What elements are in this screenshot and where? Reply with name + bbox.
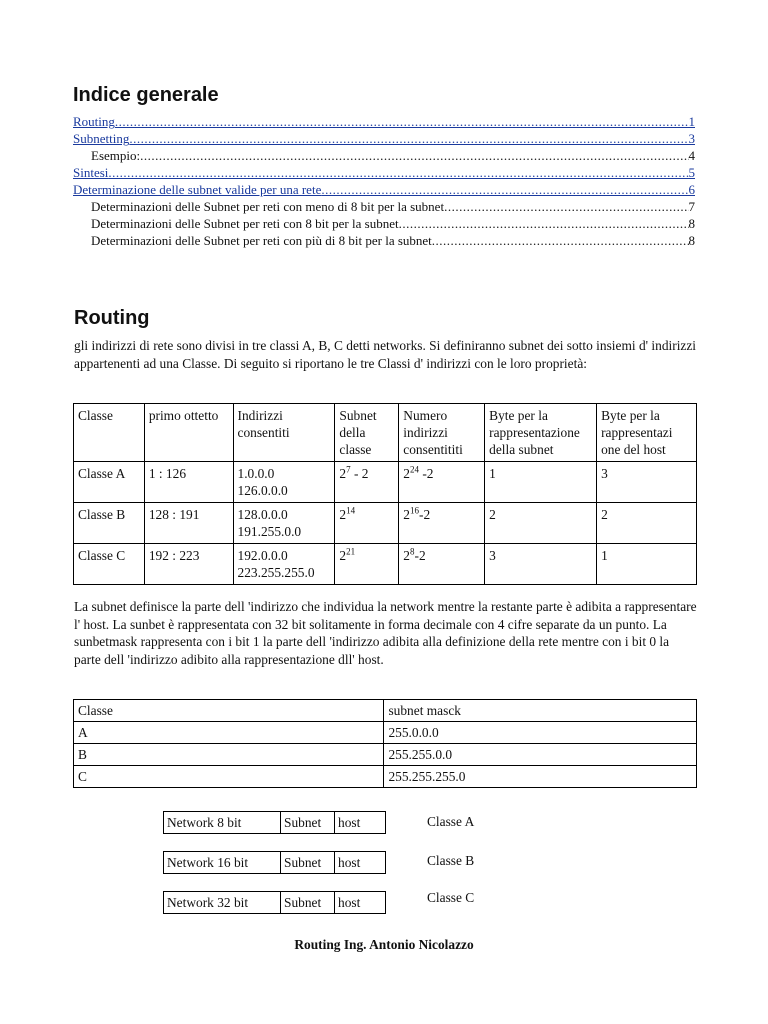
subnet-cell — [335, 462, 399, 503]
toc-entry-page: 1 — [688, 114, 695, 129]
header-cell: Indirizzi consentiti — [233, 404, 335, 462]
power-exponent: 21 — [346, 546, 356, 557]
byte-host-cell: 1 — [597, 544, 697, 585]
class-cell: A — [74, 722, 384, 744]
table-row — [74, 544, 697, 585]
byte-subnet-cell: 2 — [485, 503, 597, 544]
header-cell: Byte per la rappresentazi one del host — [597, 404, 697, 462]
header-cell: Numero indirizzi consentititi — [399, 404, 485, 462]
address-end: 223.255.255.0 — [237, 565, 315, 580]
class-cell: Classe C — [74, 544, 145, 585]
network-segment: Network 16 bit — [164, 852, 281, 874]
power-exponent: 16 — [409, 505, 419, 516]
mask-cell: 255.0.0.0 — [384, 722, 697, 744]
address-diagram-c — [163, 891, 386, 914]
power-base: 2 — [403, 466, 410, 481]
power-exponent: 24 — [409, 464, 419, 475]
byte-subnet-cell: 1 — [485, 462, 597, 503]
toc-entry-determinazione[interactable] — [73, 182, 695, 199]
table-header-row — [74, 404, 697, 462]
toc-entry-label: Sintesi — [73, 165, 109, 180]
toc-entry-subnetting[interactable] — [73, 131, 695, 148]
power-tail: - 2 — [350, 466, 369, 481]
toc-title: Indice generale — [73, 84, 219, 106]
toc-entry-page: 8 — [688, 233, 695, 248]
class-cell: Classe B — [74, 503, 145, 544]
toc-entry-label: Subnetting — [73, 131, 130, 146]
mask-cell: 255.255.255.0 — [384, 766, 697, 788]
host-segment: host — [335, 812, 386, 834]
class-cell: B — [74, 744, 384, 766]
subnet-segment: Subnet — [281, 852, 335, 874]
toc-entry-label: Determinazione delle subnet valide per una rete — [73, 182, 322, 197]
subnet-paragraph: La subnet definisce la parte dell 'indirizzo che individua la network mentre la restante parte è adibita a rappresentare l' host. La sunbet è rappresentata con 32 bit solitamente in forma decimale con 4 cifre separate da un punto. La sunbetmask rappresenta con i bit 1 la parte dell 'indirizzo adibita alla definizione della rete mentre con i bit 0 la parte dell 'indirizzo adibito alla rappresentazione dll' host. — [74, 599, 697, 667]
subnet-cell — [335, 503, 399, 544]
power-base: 2 — [403, 507, 410, 522]
page-footer: Routing Ing. Antonio Nicolazzo — [294, 937, 474, 952]
class-table — [73, 403, 697, 585]
header-cell: Classe — [74, 404, 145, 462]
toc-entry-page: 4 — [688, 148, 695, 163]
byte-subnet-cell: 3 — [485, 544, 597, 585]
diagram-row — [164, 812, 386, 834]
address-end: 126.0.0.0 — [237, 483, 288, 498]
octet-cell: 192 : 223 — [144, 544, 233, 585]
count-cell — [399, 503, 485, 544]
octet-cell: 1 : 126 — [144, 462, 233, 503]
subnet-segment: Subnet — [281, 812, 335, 834]
address-cell — [233, 544, 335, 585]
diagram-row — [164, 852, 386, 874]
network-segment: Network 32 bit — [164, 892, 281, 914]
address-cell — [233, 462, 335, 503]
power-base: 2 — [339, 507, 347, 522]
subnet-segment: Subnet — [281, 892, 335, 914]
power-tail: -2 — [414, 548, 426, 563]
diagram-label: Classe C — [427, 890, 475, 905]
diagram-label: Classe B — [427, 853, 475, 868]
table-header-row — [74, 700, 697, 722]
power-exponent: 14 — [346, 505, 356, 516]
byte-host-cell: 3 — [597, 462, 697, 503]
header-cell: subnet masck — [384, 700, 697, 722]
address-start: 128.0.0.0 — [237, 507, 288, 522]
toc-entry-page: 3 — [688, 131, 695, 146]
count-cell — [399, 544, 485, 585]
power-exponent: 7 — [346, 464, 351, 475]
table-row — [74, 503, 697, 544]
class-cell: Classe A — [74, 462, 145, 503]
power-tail: -2 — [418, 507, 431, 522]
address-diagram-b — [163, 851, 386, 874]
toc-entry-label: Routing — [73, 114, 115, 129]
address-diagram-a — [163, 811, 386, 834]
address-start: 192.0.0.0 — [237, 548, 288, 563]
mask-table — [73, 699, 697, 788]
table-row — [74, 766, 697, 788]
toc-entry-8-bit[interactable] — [91, 216, 695, 233]
diagram-row — [164, 892, 386, 914]
toc-entry-page: 8 — [688, 216, 695, 231]
power-tail: -2 — [418, 466, 434, 481]
header-cell: Subnet della classe — [335, 404, 399, 462]
network-segment: Network 8 bit — [164, 812, 281, 834]
class-cell: C — [74, 766, 384, 788]
diagram-label: Classe A — [427, 814, 475, 829]
toc-entry-label: Determinazioni delle Subnet per reti con meno di 8 bit per la subnet — [91, 199, 445, 214]
host-segment: host — [335, 852, 386, 874]
power-base: 2 — [339, 466, 347, 481]
count-cell — [399, 462, 485, 503]
byte-host-cell: 2 — [597, 503, 697, 544]
header-cell: Classe — [74, 700, 384, 722]
toc-entry-sintesi[interactable] — [73, 165, 695, 182]
toc-entry-routing[interactable] — [73, 114, 695, 131]
toc-entry-page: 6 — [688, 182, 695, 197]
toc-entry-label: Esempio: — [91, 148, 141, 163]
table-row — [74, 744, 697, 766]
power-exponent: 8 — [409, 546, 415, 557]
host-segment: host — [335, 892, 386, 914]
octet-cell: 128 : 191 — [144, 503, 233, 544]
section-title: Routing — [74, 307, 150, 329]
subnet-cell — [335, 544, 399, 585]
table-row — [74, 462, 697, 503]
toc-entry-page: 7 — [688, 199, 695, 214]
toc-entry-piu-8-bit[interactable] — [91, 233, 695, 250]
address-start: 1.0.0.0 — [237, 466, 275, 481]
toc-entry-meno-8-bit[interactable] — [91, 199, 695, 216]
toc-entry-label: Determinazioni delle Subnet per reti con 8 bit per la subnet — [91, 216, 399, 231]
address-end: 191.255.0.0 — [237, 524, 302, 539]
table-row — [74, 722, 697, 744]
address-cell — [233, 503, 335, 544]
power-base: 2 — [339, 548, 347, 563]
toc-entry-page: 5 — [688, 165, 695, 180]
toc-entry-label: Determinazioni delle Subnet per reti con più di 8 bit per la subnet — [91, 233, 432, 248]
power-base: 2 — [403, 548, 410, 563]
header-cell: primo ottetto — [144, 404, 233, 462]
toc-entry-esempio[interactable] — [91, 148, 695, 165]
mask-cell: 255.255.0.0 — [384, 744, 697, 766]
intro-paragraph: gli indirizzi di rete sono divisi in tre classi A, B, C detti networks. Si definiranno subnet dei sotto insiemi d' indirizzi appartenenti ad una Classe. Di seguito si riportano le tre Classi d' indirizzi con le loro proprietà: — [74, 338, 697, 371]
header-cell: Byte per la rappresentazione della subnet — [485, 404, 597, 462]
